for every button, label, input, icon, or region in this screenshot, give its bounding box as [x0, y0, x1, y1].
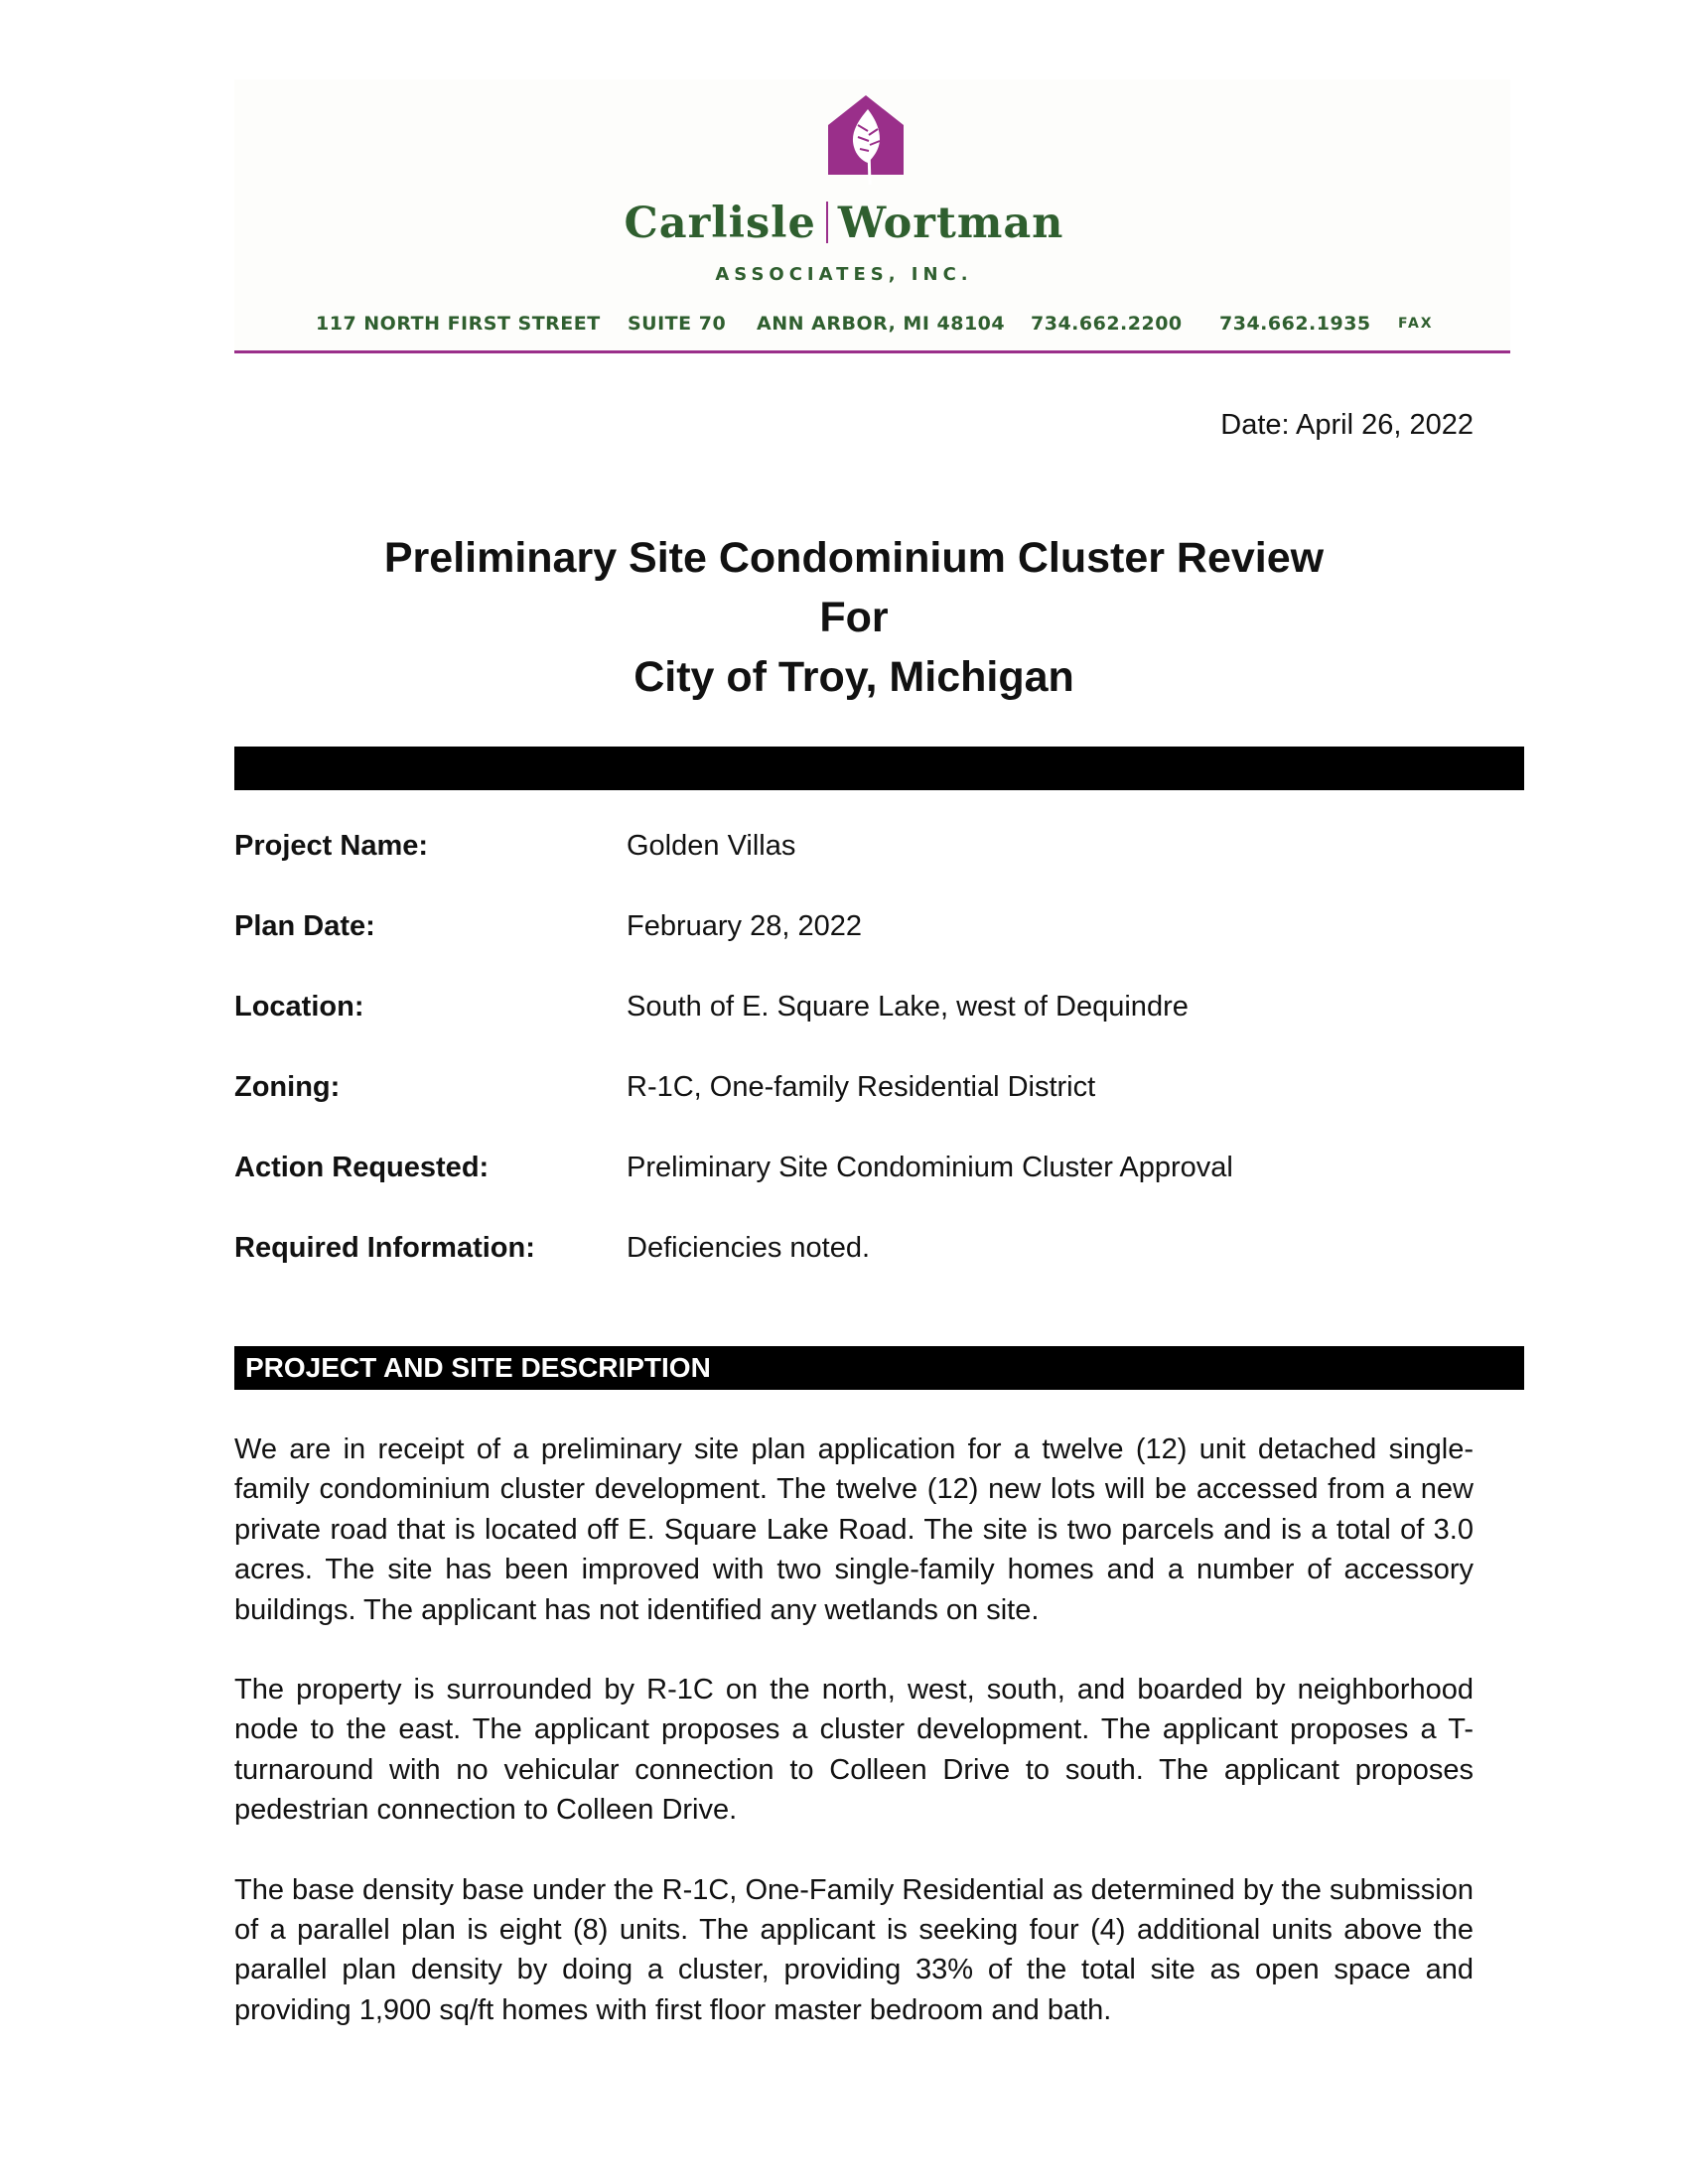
- body-paragraph: The base density base under the R-1C, One-Family Residential as determined by the submission of a parallel plan is eight (8) units. The applicant is seeking four (4) additional units above the parallel plan density by doing a cluster, providing 33% of the total site as open space and providing 1,900 sq/ft homes with first floor master bedroom and bath.: [234, 1873, 1474, 2026]
- info-value: February 28, 2022: [627, 910, 862, 942]
- company-name: [0, 199, 1688, 248]
- document-title: [234, 528, 1474, 707]
- house-leaf-logo-icon: [828, 95, 904, 187]
- company-subtitle: ASSOCIATES, INC.: [715, 264, 973, 285]
- company-name-second: Wortman: [837, 199, 1064, 248]
- info-label: Location:: [234, 991, 364, 1023]
- info-row-zoning: [234, 1071, 1485, 1152]
- section-body: [234, 1430, 1474, 2070]
- info-label: Project Name:: [234, 830, 429, 862]
- info-label: Required Information:: [234, 1232, 535, 1264]
- info-value: Golden Villas: [627, 830, 796, 862]
- phone-number: 734.662.2200: [1031, 313, 1183, 335]
- company-name-first: Carlisle: [624, 199, 816, 248]
- letterhead-divider: [234, 350, 1510, 353]
- body-paragraph: We are in receipt of a preliminary site plan application for a twelve (12) unit detached single-family condominium cluster development. The twelve (12) new lots will be accessed from a new private road that is located off E. Square Lake Road. The site is two parcels and is a total of 3.0 acres. The site has been improved with two single-family homes and a number of accessory buildings. The applicant has not identified any wetlands on site.: [234, 1433, 1474, 1626]
- name-separator: [826, 202, 828, 243]
- info-value: Deficiencies noted.: [627, 1232, 871, 1264]
- title-divider-bar: [234, 747, 1524, 790]
- info-row-action-requested: [234, 1152, 1485, 1232]
- address-suite: SUITE 70: [628, 313, 727, 335]
- address-street: 117 NORTH FIRST STREET: [316, 313, 601, 335]
- info-value: R-1C, One-family Residential District: [627, 1071, 1096, 1103]
- address-city: ANN ARBOR, MI 48104: [757, 313, 1006, 335]
- fax-label: FAX: [1398, 316, 1434, 332]
- title-line-1: Preliminary Site Condominium Cluster Review: [383, 534, 1325, 582]
- document-date: Date: April 26, 2022: [1220, 409, 1474, 441]
- info-row-plan-date: [234, 910, 1485, 991]
- info-label: Zoning:: [234, 1071, 341, 1103]
- fax-number: 734.662.1935: [1219, 313, 1371, 335]
- info-row-project-name: [234, 830, 1485, 910]
- info-label: Plan Date:: [234, 910, 375, 942]
- project-info-table: [234, 830, 1485, 1312]
- info-value: South of E. Square Lake, west of Dequindre: [627, 991, 1189, 1023]
- body-paragraph: The property is surrounded by R-1C on the north, west, south, and boarded by neighborhood node to the east. The applicant proposes a cluster development. The applicant proposes a T-turnaround with no vehicular connection to Colleen Drive to south. The applicant proposes pedestrian connection to Colleen Drive.: [234, 1674, 1474, 1827]
- info-row-location: [234, 991, 1485, 1071]
- info-value: Preliminary Site Condominium Cluster Approval: [627, 1152, 1233, 1183]
- title-line-3: City of Troy, Michigan: [633, 653, 1074, 701]
- info-label: Action Requested:: [234, 1152, 490, 1183]
- section-heading: PROJECT AND SITE DESCRIPTION: [234, 1346, 1524, 1390]
- info-row-required-information: [234, 1232, 1485, 1312]
- title-line-2: For: [819, 594, 889, 641]
